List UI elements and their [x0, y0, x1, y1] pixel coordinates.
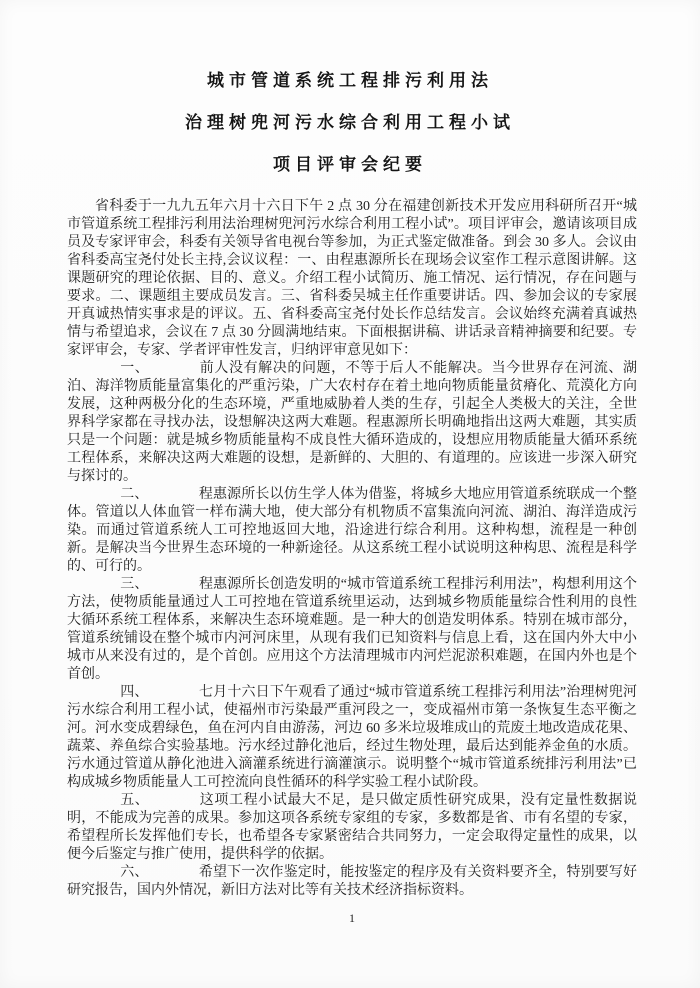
item-number-3: 三、 — [120, 577, 149, 592]
document-title — [0, 0, 700, 173]
title-line-1: 城市管道系统工程排污利用法 — [207, 71, 493, 90]
item-number-5: 五、 — [120, 793, 150, 808]
item-text-5: 这项工程小试最大不足，是只做定质性研究成果，没有定量性数据说明，不能成为完善的成果。参加这项各系统专家组的专家，多数都是省、市有名望的专家，希望程所长发挥他们专长，也希望各专家紧密结合共同努力，一定会取得定量性的成果，以便今后鉴定与推广使用，提供科学的依据。 — [67, 793, 638, 862]
document-body — [67, 198, 637, 927]
numbered-item-5 — [67, 792, 637, 864]
page-number: 1 — [349, 911, 355, 925]
item-number-6: 六、 — [120, 865, 149, 880]
title-line-2: 治理树兜河污水综合利用工程小试 — [185, 113, 515, 132]
item-number-1: 一、 — [120, 361, 150, 376]
title-line-3: 项目评审会纪要 — [273, 155, 427, 174]
numbered-item-3 — [67, 576, 637, 684]
item-text-4: 七月十六日下午观看了通过“城市管道系统工程排污利用法”治理树兜河污水综合利用工程小试，使福州市污染最严重河段之一，变成福州市第一条恢复生态平衡之河。河水变成碧绿色，鱼在河内自由游荡，河边 60 多米垃圾堆成山的荒废土地改造成花果、蔬菜、养鱼综合实验基地。污水经过静化池后，经过生物处理，最后达到能养金鱼的水质。污水通过管道从静化池进入滴灌系统进行滴灌演示。说明整个“城市管道系统排污利用法”已构成城乡物质能量人工可控流向良性循环的科学实验工程小试阶段。 — [67, 685, 638, 790]
item-text-2: 程惠源所长以仿生学人体为借鉴，将城乡大地应用管道系统联成一个整体。管道以人体血管一样布满大地，使大部分有机物质不富集流向河流、湖泊、海洋造成污染。而通过管道系统人工可控地返回大地，沿途进行综合利用。这种构想，流程是一种创新。是解决当今世界生态环境的一种新途径。从这系统工程小试说明这种构思、流程是科学的、可行的。 — [67, 487, 638, 574]
item-text-6: 希望下一次作鉴定时，能按鉴定的程序及有关资料要齐全，特别要写好研究报告，国内外情况，新旧方法对比等有关技术经济指标资料。 — [67, 865, 638, 898]
item-number-4: 四、 — [120, 685, 149, 700]
numbered-item-1 — [67, 360, 637, 486]
item-text-1: 前人没有解决的问题，不等于后人不能解决。当今世界存在河流、湖泊、海洋物质能量富集化的严重污染，广大农村存在着土地向物质能量贫瘠化、荒漠化方向发展，这种两极分化的生态环境，严重地威胁着人类的生存，引起全人类极大的关注，全世界科学家都在寻找办法，设想解决这两大难题。程惠源所长明确地指出这两大难题，其实质只是一个问题：就是城乡物质能量构不成良性大循环造成的，设想应用物质能量大循环系统工程体系，来解决这两大难题的设想，是新鲜的、大胆的、有道理的。应该进一步深入研究与探讨的。 — [67, 361, 638, 484]
numbered-item-6 — [67, 864, 637, 900]
numbered-item-2 — [67, 486, 637, 576]
item-number-2: 二、 — [120, 487, 149, 502]
item-text-3: 程惠源所长创造发明的“城市管道系统工程排污利用法”，构想利用这个方法，使物质能量通过人工可控地在管道系统里运动，达到城乡物质能量综合性利用的良性大循环系统工程体系，来解决生态环境难题。是一种大的创造发明体系。特别在城市部分，管道系统铺设在整个城市内河河床里，从现有我们已知资料与信息上看，这在国内外大中小城市从来没有过的，是个首创。应用这个方法清理城市内河烂泥淤积难题，在国内外也是个首创。 — [67, 577, 638, 682]
intro-paragraph: 省科委于一九九五年六月十六日下午 2 点 30 分在福建创新技术开发应用科研所召开“城市管道系统工程排污利用法治理树兜河污水综合利用工程小试”。项目评审会，邀请该项目成员及专家评审会，科委有关领导省电视台等参加，为正式鉴定做准备。到会 30 多人。会议由省科委高宝尧付处长主持,会议议程：一、由程惠源所长在现场会议室作工程示意图讲解。这课题研究的理论依据、目的、意义。介绍工程小试简历、施工情况、运行情况，存在问题与要求。二、课题组主要成员发言。三、省科委吴城主任作重要讲话。四、参加会议的专家展开真诚热情实事求是的评议。五、省科委高宝尧付处长作总结发言。会议始终充满着真诚热情与希望追求，会议在 7 点 30 分圆满地结束。下面根据讲稿、讲话录音精神摘要和纪要。专家评审会，专家、学者评审性发言，归纳评审意见如下： — [67, 199, 637, 358]
numbered-item-4 — [67, 684, 637, 792]
